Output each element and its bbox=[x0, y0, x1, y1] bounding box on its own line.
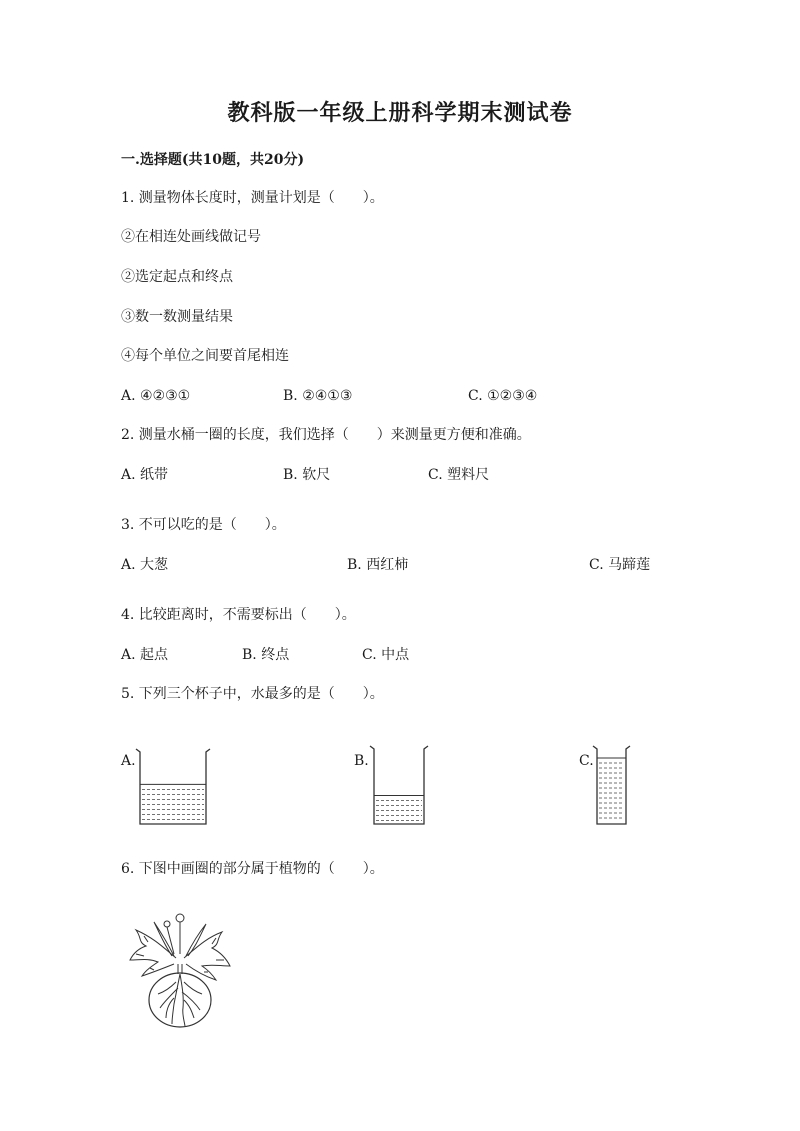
beaker-icon bbox=[136, 746, 210, 826]
question-1-option-c: C. ①②③④ bbox=[468, 388, 538, 404]
question-3-option-b: B. 西红柿 bbox=[347, 557, 409, 573]
question-1-option-b: B. ②④①③ bbox=[283, 388, 353, 404]
question-4-option-b: B. 终点 bbox=[242, 647, 290, 663]
question-4-stem: 4. 比较距离时，不需要标出（ ）。 bbox=[121, 607, 356, 623]
question-5-option-a: A. bbox=[121, 753, 136, 769]
question-4-option-a: A. 起点 bbox=[121, 647, 169, 663]
question-2-stem: 2. 测量水桶一圈的长度，我们选择（ ）来测量更方便和准确。 bbox=[121, 427, 531, 443]
question-1-step: ②选定起点和终点 bbox=[121, 269, 233, 285]
question-3-stem: 3. 不可以吃的是（ ）。 bbox=[121, 517, 286, 533]
beaker-outline bbox=[370, 746, 428, 824]
question-3-option-a: A. 大葱 bbox=[121, 557, 169, 573]
question-2-option-c: C. 塑料尺 bbox=[428, 467, 490, 483]
beaker-icon bbox=[370, 743, 428, 826]
question-5-stem: 5. 下列三个杯子中，水最多的是（ ）。 bbox=[121, 686, 384, 702]
question-2-option-a: A. 纸带 bbox=[121, 467, 169, 483]
beaker-icon bbox=[593, 743, 630, 826]
question-3-option-c: C. 马蹄莲 bbox=[589, 557, 651, 573]
page-title: 教科版一年级上册科学期末测试卷 bbox=[227, 100, 573, 126]
question-1-step: ②在相连处画线做记号 bbox=[121, 229, 261, 245]
question-1-option-a: A. ④②③① bbox=[121, 388, 191, 404]
section-heading: 一.选择题(共10题，共20分) bbox=[121, 152, 305, 168]
question-4-option-c: C. 中点 bbox=[362, 647, 410, 663]
beaker-outline bbox=[136, 749, 210, 824]
dandelion-plant-icon bbox=[124, 908, 236, 1030]
question-1-step: ④每个单位之间要首尾相连 bbox=[121, 348, 289, 364]
question-2-option-b: B. 软尺 bbox=[283, 467, 331, 483]
question-1-stem: 1. 测量物体长度时，测量计划是（ ）。 bbox=[121, 190, 384, 206]
question-1-step: ③数一数测量结果 bbox=[121, 309, 233, 325]
question-5-option-c: C. bbox=[579, 753, 594, 769]
question-6-stem: 6. 下图中画圈的部分属于植物的（ ）。 bbox=[121, 861, 384, 877]
question-5-option-b: B. bbox=[354, 753, 369, 769]
